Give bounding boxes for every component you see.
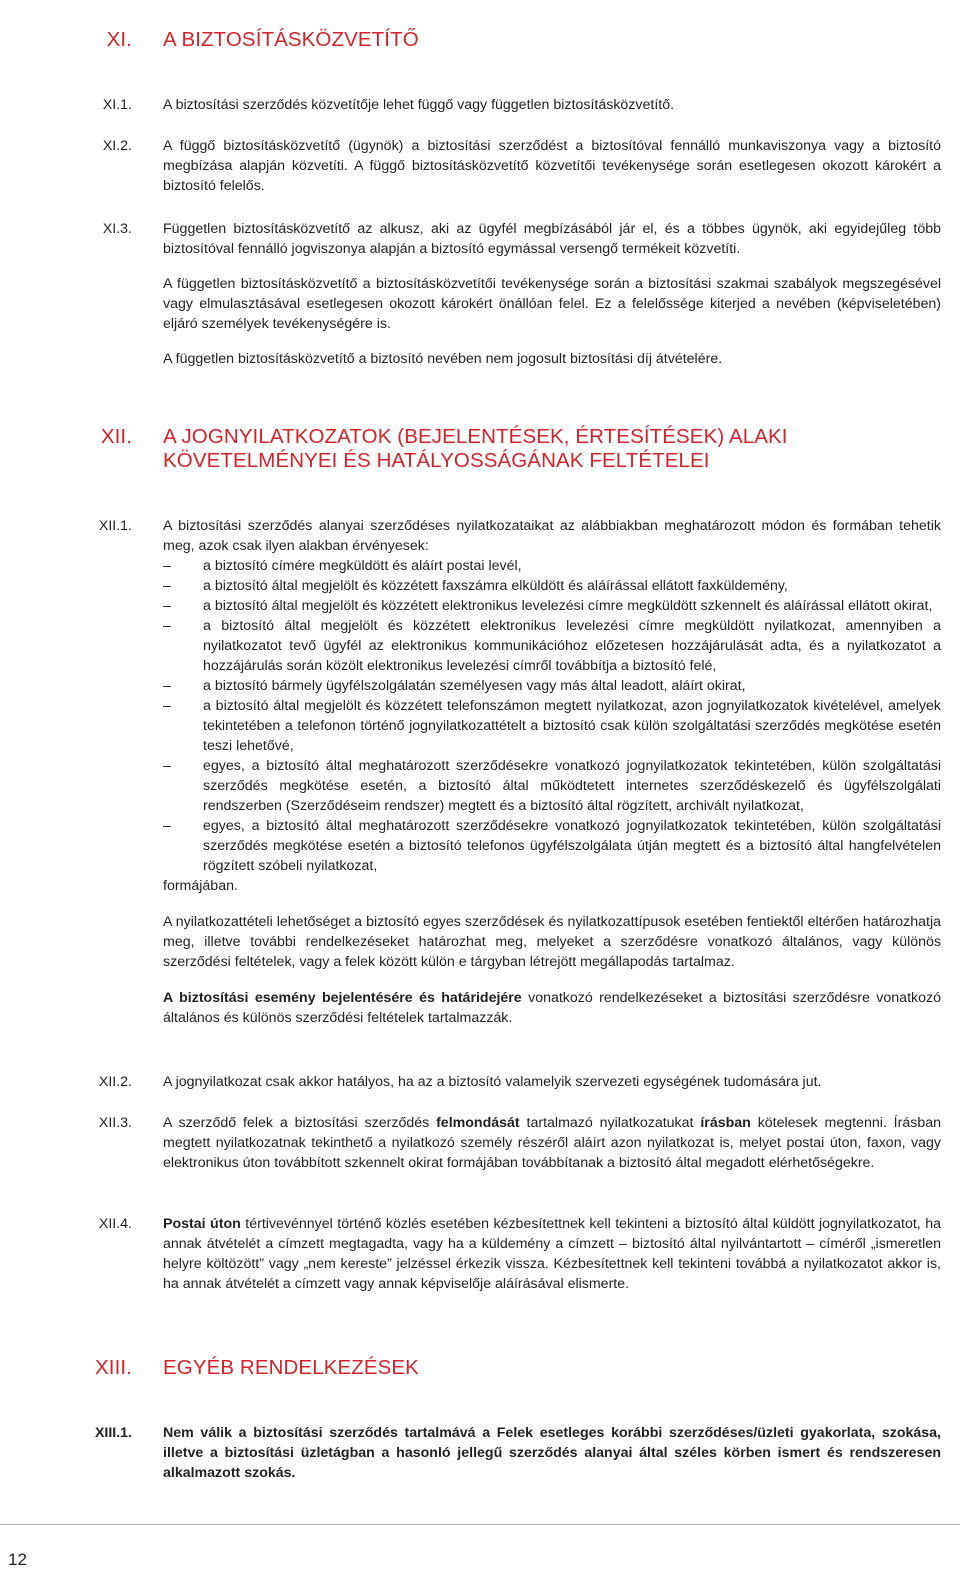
paragraph: A biztosítási esemény bejelentésére és határidejére vonatkozó rendelkezéseket a biztosítási szerződésre vonatkozó általános és különös szerződési feltételek tartalmazzák.: [163, 990, 941, 1026]
paragraph: A független biztosításközvetítő a biztosításközvetítői tevékenysége során a biztosítási szakmai szabályok megszegésével vagy elmulasztásával esetlegesen okozott károkért önállóan felel. Ez a felelőssége kiterjed a nevében (képviseletében) eljáró személyek tevékenységére is.: [163, 276, 941, 332]
clause-number: XII.1.: [98, 518, 132, 534]
clause-text: A függő biztosításközvetítő (ügynök) a biztosítási szerződést a biztosítóval fennálló munkaviszonya vagy a biztosító megbízása alapján közvetíti. A függő biztosításközvetítő közvetítői tevékenysége során esetlegesen okozott károkért a biztosító felelős.: [163, 138, 941, 194]
clause-text: [163, 219, 941, 369]
section-title: A JOGNYILATKOZATOK (BEJELENTÉSEK, ÉRTESÍTÉSEK) ALAKI KÖVETELMÉNYEI ÉS HATÁLYOSSÁGÁNAK FELTÉTELEI: [163, 425, 788, 472]
clause-text: A jognyilatkozat csak akkor hatályos, ha az a biztosító valamelyik szervezeti egységének tudomására jut.: [163, 1074, 822, 1090]
page-number: 12: [8, 1550, 27, 1569]
list-item: – egyes, a biztosító által meghatározott szerződésekre vonatkozó jognyilatkozatok tekintetében, külön szolgáltatási szerződés megkötése esetén, a biztosító által működtetett internetes szerződéskezelő és ügyfélszolgálati rendszerben (Szerződéseim rendszer) megtett és a biztosító által rögzített, archivált nyilatkozat,: [163, 756, 941, 816]
clause-number: XI.2.: [102, 138, 132, 154]
paragraph: A független biztosításközvetítő a biztosító nevében nem jogosult biztosítási díj átvételére.: [163, 351, 723, 367]
section-title: A BIZTOSÍTÁSKÖZVETÍTŐ: [163, 28, 419, 51]
paragraph: A biztosítási szerződés alanyai szerződéses nyilatkozataikat az alábbiakban meghatározott módon és formában tehetik meg, azok csak ilyen alakban érvényesek:: [163, 518, 941, 554]
paragraph: formájában.: [163, 878, 238, 894]
bold-phrase: Postai úton: [163, 1216, 241, 1232]
bold-phrase: felmondását: [436, 1115, 520, 1131]
clause-text: Postai úton tértivevénnyel történő közlés esetében kézbesítettnek kell tekinteni a biztosító által küldött jognyilatkozatot, ha annak átvételét a címzett megtagadta, vagy ha a küldemény a címzett – biztosító által nyilvántartott – címéről „ismeretlen helyre költözött” vagy „nem kereste” jelzéssel érkezik vissza. Kézbesítettnek kell tekinteni továbbá a nyilatkozatot akkor is, ha annak átvételét a címzett vagy annak képviselője aláírásával elismerte.: [163, 1216, 941, 1292]
section-number: XII.: [100, 425, 132, 448]
paragraph: Független biztosításközvetítő az alkusz, aki az ügyfél megbízásából jár el, és a többes ügynök, aki egyidejűleg több biztosítóval fennálló jogviszonya alapján a biztosító egymással versengő termékeit közvetíti.: [163, 221, 941, 257]
bold-phrase: írásban: [700, 1115, 751, 1131]
list-item: – a biztosító által megjelölt és közzétett faxszámra elküldött és aláírással ellátott faxküldemény,: [163, 576, 941, 596]
list-item: – a biztosító által megjelölt és közzétett elektronikus levelezési címre megküldött nyilatkozat, amennyiben a nyilatkozatot tevő ügyfél az elektronikus kommunikációhoz előzetesen hozzájárulását adta, és a nyilatkozatot a hozzájárulás során közölt elektronikus levelezési címről továbbítja a biztosító felé,: [163, 616, 941, 676]
bold-phrase: A biztosítási esemény bejelentésére és határidejére: [163, 990, 522, 1006]
list-item: – a biztosító által megjelölt és közzétett telefonszámon megtett nyilatkozat, azon jognyilatkozatok kivételével, amelyek tekintetében a telefonon történő jognyilatkozattételt a biztosító csak külön szolgáltatási szerződés megkötése esetén teszi lehetővé,: [163, 696, 941, 756]
clause-number: XIII.1.: [94, 1425, 132, 1441]
list-item: – a biztosító bármely ügyfélszolgálatán személyesen vagy más által leadott, aláírt okirat,: [163, 676, 941, 696]
clause-text: Nem válik a biztosítási szerződés tartalmává a Felek esetleges korábbi szerződéses/üzleti gyakorlata, szokása, illetve a biztosítási üzletágban a hasonló jellegű szerződés alanyai által széles körben ismert és rendszeresen alkalmazott szokás.: [163, 1425, 941, 1481]
footer-divider: [0, 1524, 960, 1525]
clause-text: A biztosítási szerződés közvetítője lehet függő vagy független biztosításközvetítő.: [163, 97, 675, 113]
clause-number: XII.2.: [98, 1074, 132, 1090]
list-item: – egyes, a biztosító által meghatározott szerződésekre vonatkozó jognyilatkozatok tekintetében, külön szolgáltatási szerződés megkötése esetén a biztosító telefonos ügyfélszolgálata útján megtett és a biztosító által hangfelvételen rögzített szóbeli nyilatkozat,: [163, 816, 941, 876]
clause-text: [163, 516, 941, 1028]
clause-number: XII.3.: [98, 1115, 132, 1131]
clause-number: XI.1.: [102, 97, 132, 113]
clause-number: XI.3.: [102, 221, 132, 237]
section-number: XIII.: [95, 1356, 132, 1379]
clause-number: XII.4.: [98, 1216, 132, 1232]
section-title: EGYÉB RENDELKEZÉSEK: [163, 1356, 419, 1379]
clause-text: A szerződő felek a biztosítási szerződés felmondását tartalmazó nyilatkozatukat írásban kötelesek megtenni. Írásban megtett nyilatkozatnak tekinthető a nyilatkozó személy részéről aláírt azon nyilatkozat is, melyet postai úton, faxon, vagy elektronikus úton továbbított szkennelt okirat formájában továbbítanak a biztosító által megadott elérhetőségekre.: [163, 1115, 942, 1171]
section-number: XI.: [106, 28, 132, 51]
list-item: – a biztosító által megjelölt és közzétett elektronikus levelezési címre megküldött szkennelt és aláírással ellátott okirat,: [163, 596, 941, 616]
paragraph: A nyilatkozattételi lehetőséget a biztosító egyes szerződések és nyilatkozattípusok esetében fentiektől eltérően határozhatja meg, illetve további rendelkezéseket határozhat meg, melyeket a szerződésre vonatkozó általános, vagy különös szerződési feltételek, vagy a felek között külön e tárgyban létrejött megállapodás tartalmaz.: [163, 914, 941, 970]
list-item: – a biztosító címére megküldött és aláírt postai levél,: [163, 556, 941, 576]
